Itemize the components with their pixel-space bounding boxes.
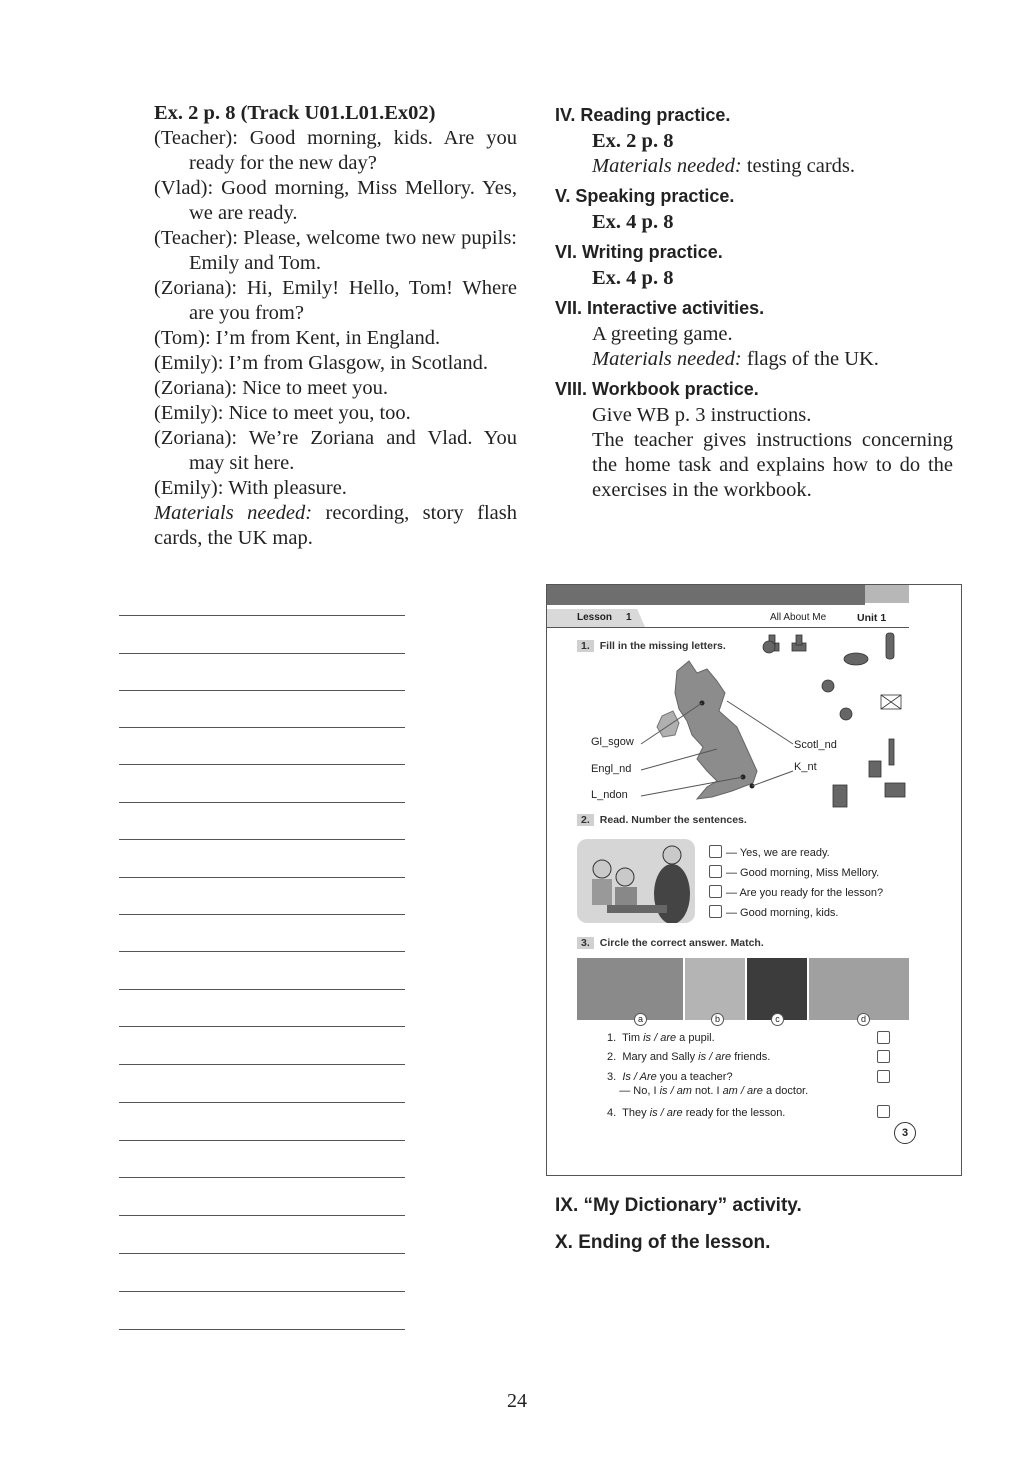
guard-icon xyxy=(886,633,894,659)
dialogue-line: (Zoriana): Nice to meet you. xyxy=(154,377,388,399)
pupil-head xyxy=(593,860,611,878)
note-line[interactable] xyxy=(119,1329,405,1330)
section-speaking: V. Speaking practice. xyxy=(555,186,735,206)
sentence-item[interactable]: — Are you ready for the lesson? xyxy=(709,885,883,899)
map-label-england: Engl_nd xyxy=(591,763,632,775)
header-bar-tab xyxy=(865,585,909,603)
task-2-title: 2. Read. Number the sentences. xyxy=(577,814,747,826)
question-2: 2. Mary and Sally is / are friends. xyxy=(607,1051,771,1063)
dialogue-line: (Teacher): Please, welcome two new pupils: Emily and Tom. xyxy=(154,227,517,274)
bus-icon xyxy=(833,785,847,807)
lesson-plan-column xyxy=(555,101,953,503)
photo-d xyxy=(809,958,909,1020)
photo-label: d xyxy=(857,1013,870,1026)
task-1-title: 1. Fill in the missing letters. xyxy=(577,640,726,652)
number-box[interactable] xyxy=(709,865,722,878)
note-line[interactable] xyxy=(119,802,405,803)
note-line[interactable] xyxy=(119,1102,405,1103)
dialogue-line: (Zoriana): Hi, Emily! Hello, Tom! Where are you from? xyxy=(154,277,517,324)
photo-label: c xyxy=(771,1013,784,1026)
header-bar xyxy=(547,585,865,605)
answer-box[interactable] xyxy=(877,1050,890,1063)
section-interactive: VII. Interactive activities. xyxy=(555,298,765,318)
bridge-tower-icon xyxy=(796,635,802,645)
materials-needed: Materials needed: recording, story flash cards, the UK map. xyxy=(154,502,517,549)
teacher-head xyxy=(663,846,681,864)
note-line[interactable] xyxy=(119,1140,405,1141)
workbook-page-image xyxy=(546,584,962,1176)
note-line[interactable] xyxy=(119,764,405,765)
photo-b xyxy=(685,958,745,1020)
page-number: 24 xyxy=(507,1390,527,1412)
map-label-london: L_ndon xyxy=(591,789,628,801)
photo-label: a xyxy=(634,1013,647,1026)
lamp-icon xyxy=(869,761,881,777)
interactive-text: A greeting game. xyxy=(592,323,733,345)
question-3: 3. Is / Are you a teacher? — No, I is / am not. I am / are a doctor. xyxy=(607,1071,809,1097)
note-line[interactable] xyxy=(119,653,405,654)
map-label-scotland: Scotl_nd xyxy=(794,739,837,751)
umbrella-icon xyxy=(844,653,868,665)
uk-map-illustration xyxy=(547,631,961,811)
writing-exercise: Ex. 4 p. 8 xyxy=(592,267,674,289)
photo-label: b xyxy=(711,1013,724,1026)
workbook-instructions: The teacher gives instructions concerning the home task and explains how to do the exercises in the workbook. xyxy=(592,429,953,501)
workbook-page-number: 3 xyxy=(894,1122,916,1144)
workbook-text: Give WB p. 3 instructions. xyxy=(592,404,812,426)
answer-box[interactable] xyxy=(877,1031,890,1044)
dialogue-line: (Teacher): Good morning, kids. Are you ready for the new day? xyxy=(154,127,517,174)
note-line[interactable] xyxy=(119,989,405,990)
crown-icon xyxy=(822,680,834,692)
leader-line xyxy=(752,771,793,786)
pupil-body xyxy=(592,879,612,905)
section-workbook: VIII. Workbook practice. xyxy=(555,379,759,399)
sentence-item[interactable]: — Good morning, kids. xyxy=(709,905,839,919)
section-writing: VI. Writing practice. xyxy=(555,242,723,262)
reading-materials: Materials needed: testing cards. xyxy=(592,155,856,177)
sentence-item[interactable]: — Yes, we are ready. xyxy=(709,845,830,859)
dialogue-line: (Emily): Nice to meet you, too. xyxy=(154,402,411,424)
dialogue-line: (Emily): I’m from Glasgow, in Scotland. xyxy=(154,352,489,374)
big-ben-icon xyxy=(889,739,894,765)
exercise-heading: Ex. 2 p. 8 (Track U01.L01.Ex02) xyxy=(154,102,436,124)
teacher-figure xyxy=(654,864,690,923)
map-label-kent: K_nt xyxy=(794,761,817,773)
phone-box-icon xyxy=(763,641,775,653)
photo-a xyxy=(577,958,683,1020)
note-line[interactable] xyxy=(119,727,405,728)
note-line[interactable] xyxy=(119,839,405,840)
note-line[interactable] xyxy=(119,1253,405,1254)
unit-label: Unit 1 xyxy=(857,612,887,624)
section-reading: IV. Reading practice. xyxy=(555,105,731,125)
question-4: 4. They is / are ready for the lesson. xyxy=(607,1107,786,1119)
topic-label: All About Me xyxy=(770,612,827,623)
photo-c xyxy=(747,958,807,1020)
desk xyxy=(607,905,667,913)
number-box[interactable] xyxy=(709,905,722,918)
note-line[interactable] xyxy=(119,951,405,952)
interactive-materials: Materials needed: flags of the UK. xyxy=(592,348,879,370)
dialogue-column xyxy=(154,101,517,551)
classroom-illustration xyxy=(577,839,695,923)
ireland-shape xyxy=(657,711,679,737)
reading-exercise: Ex. 2 p. 8 xyxy=(592,130,674,152)
note-line[interactable] xyxy=(119,877,405,878)
section-dictionary: IX. “My Dictionary” activity. xyxy=(555,1195,802,1216)
map-label-glasgow: Gl_sgow xyxy=(591,736,634,748)
task-3-title: 3. Circle the correct answer. Match. xyxy=(577,937,764,949)
pupil-head xyxy=(616,868,634,886)
dialogue-line: (Tom): I’m from Kent, in England. xyxy=(154,327,441,349)
note-line[interactable] xyxy=(119,1064,405,1065)
dialogue-line: (Zoriana): We’re Zoriana and Vlad. You may sit here. xyxy=(154,427,517,474)
speaking-exercise: Ex. 4 p. 8 xyxy=(592,211,674,233)
lesson-label: Lesson 1 xyxy=(577,612,632,623)
landmark-icons xyxy=(763,633,905,807)
answer-box[interactable] xyxy=(877,1105,890,1118)
teapot-icon xyxy=(840,708,852,720)
note-line[interactable] xyxy=(119,1177,405,1178)
note-line[interactable] xyxy=(119,690,405,691)
dialogue-line: (Emily): With pleasure. xyxy=(154,477,347,499)
note-line[interactable] xyxy=(119,1215,405,1216)
dialogue-line: (Vlad): Good morning, Miss Mellory. Yes, we are ready. xyxy=(154,177,517,224)
section-ending: X. Ending of the lesson. xyxy=(555,1232,771,1253)
note-line[interactable] xyxy=(119,914,405,915)
number-box[interactable] xyxy=(709,885,722,898)
sentence-item[interactable]: — Good morning, Miss Mellory. xyxy=(709,865,879,879)
answer-box[interactable] xyxy=(877,1070,890,1083)
note-line[interactable] xyxy=(119,1026,405,1027)
note-line[interactable] xyxy=(119,1291,405,1292)
question-1: 1. Tim is / are a pupil. xyxy=(607,1032,715,1044)
note-line[interactable] xyxy=(119,615,405,616)
taxi-icon xyxy=(885,783,905,797)
number-box[interactable] xyxy=(709,845,722,858)
